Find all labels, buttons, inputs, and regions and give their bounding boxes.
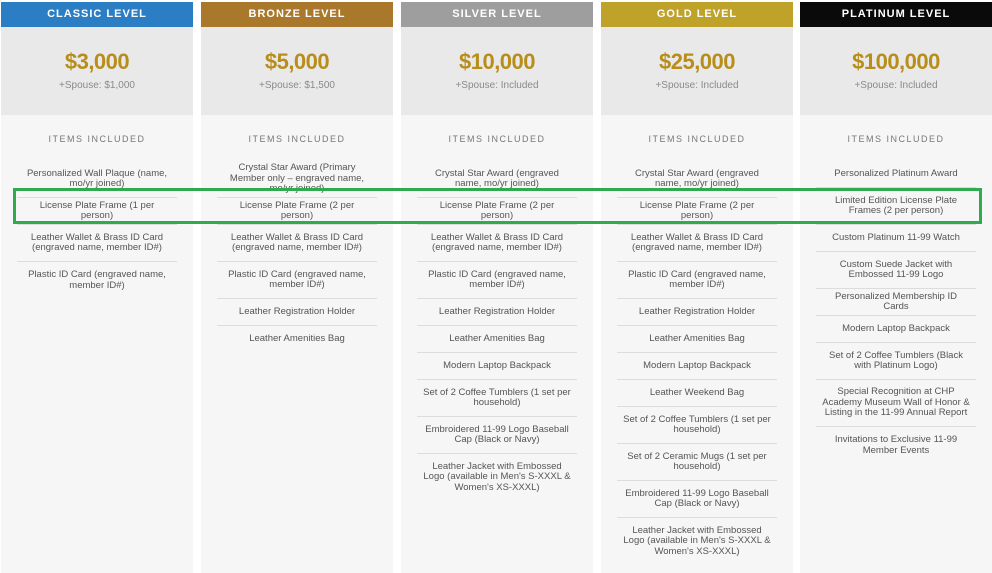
list-item: Plastic ID Card (engraved name, member ID#) [617,262,777,299]
items-included-heading: ITEMS INCLUDED [48,134,146,144]
list-item: Modern Laptop Backpack [417,353,577,380]
tier-gold-header: GOLD LEVEL [601,2,793,27]
tier-classic-header: CLASSIC LEVEL [1,2,193,27]
list-item: Leather Registration Holder [217,299,377,326]
list-item: Plastic ID Card (engraved name, member ID#) [417,262,577,299]
items-included-heading: ITEMS INCLUDED [248,134,346,144]
tier-platinum-price-box [800,27,992,115]
tier-classic-price: $3,000 [64,49,130,74]
list-item: License Plate Frame (2 per person) [417,198,577,225]
tier-classic-spouse-price: +Spouse: $1,000 [59,80,135,91]
license-plate-row-highlight [13,188,982,224]
list-item: Personalized Platinum Award [816,161,976,188]
tier-silver-price-box [401,27,593,115]
list-item: Set of 2 Coffee Tumblers (Black with Platinum Logo) [816,343,976,380]
list-item: Special Recognition at CHP Academy Museum Wall of Honor & Listing in the 11-99 Annual Report [816,380,976,427]
list-item: Leather Registration Holder [617,299,777,326]
list-item: Leather Weekend Bag [617,380,777,407]
tier-platinum [800,2,992,573]
list-item: Leather Registration Holder [417,299,577,326]
tier-platinum-price: $100,000 [852,49,940,74]
items-included-heading: ITEMS INCLUDED [847,134,945,144]
list-item: License Plate Frame (2 per person) [617,198,777,225]
list-item: License Plate Frame (2 per person) [217,198,377,225]
list-item: Modern Laptop Backpack [816,316,976,343]
tier-classic [1,2,193,573]
tier-gold-price-box [601,27,793,115]
tier-gold-spouse-price: +Spouse: Included [655,80,739,91]
list-item: Crystal Star Award (engraved name, mo/yr joined) [617,161,777,198]
list-item: Limited Edition License Plate Frames (2 per person) [816,188,976,225]
tier-silver-header: SILVER LEVEL [401,2,593,27]
list-item: Personalized Wall Plaque (name, mo/yr joined) [17,161,177,198]
tier-gold-price: $25,000 [658,49,736,74]
items-included-heading: ITEMS INCLUDED [448,134,546,144]
list-item: License Plate Frame (1 per person) [17,198,177,225]
list-item: Leather Amenities Bag [617,326,777,353]
tier-silver [401,2,593,573]
list-item: Leather Wallet & Brass ID Card (engraved name, member ID#) [217,225,377,262]
list-item: Set of 2 Coffee Tumblers (1 set per household) [417,380,577,417]
list-item: Leather Wallet & Brass ID Card (engraved name, member ID#) [17,225,177,262]
list-item: Modern Laptop Backpack [617,353,777,380]
list-item: Leather Amenities Bag [249,333,345,345]
tier-bronze [201,2,393,573]
list-item: Custom Platinum 11-99 Watch [816,225,976,252]
tier-platinum-header: PLATINUM LEVEL [800,2,992,27]
list-item: Leather Jacket with Embossed Logo (available in Men's S-XXXL & Women's XS-XXXL) [423,460,571,493]
tier-bronze-price: $5,000 [264,49,330,74]
list-item: Embroidered 11-99 Logo Baseball Cap (Black or Navy) [617,481,777,518]
tier-bronze-header: BRONZE LEVEL [201,2,393,27]
list-item: Set of 2 Coffee Tumblers (1 set per household) [617,407,777,444]
list-item: Set of 2 Ceramic Mugs (1 set per household) [617,444,777,481]
list-item: Custom Suede Jacket with Embossed 11-99 Logo [816,252,976,289]
list-item: Leather Jacket with Embossed Logo (available in Men's S-XXXL & Women's XS-XXXL) [623,524,771,557]
items-included-heading: ITEMS INCLUDED [648,134,746,144]
list-item: Embroidered 11-99 Logo Baseball Cap (Black or Navy) [417,417,577,454]
tier-gold [601,2,793,573]
tier-classic-item-list [1,161,193,299]
tier-silver-price: $10,000 [458,49,536,74]
tier-bronze-spouse-price: +Spouse: $1,500 [259,80,335,91]
tier-bronze-price-box [201,27,393,115]
tier-platinum-spouse-price: +Spouse: Included [854,80,938,91]
list-item: Plastic ID Card (engraved name, member ID#) [217,262,377,299]
list-item: Leather Amenities Bag [417,326,577,353]
list-item: Crystal Star Award (Primary Member only – engraved name, mo/yr joined) [217,161,377,198]
tier-classic-price-box [1,27,193,115]
list-item: Crystal Star Award (engraved name, mo/yr joined) [417,161,577,198]
list-item: Invitations to Exclusive 11-99 Member Events [834,434,958,456]
tier-silver-spouse-price: +Spouse: Included [455,80,539,91]
list-item: Personalized Membership ID Cards [816,289,976,316]
list-item: Leather Wallet & Brass ID Card (engraved name, member ID#) [617,225,777,262]
list-item: Leather Wallet & Brass ID Card (engraved name, member ID#) [417,225,577,262]
list-item: Plastic ID Card (engraved name, member ID#) [28,269,166,291]
